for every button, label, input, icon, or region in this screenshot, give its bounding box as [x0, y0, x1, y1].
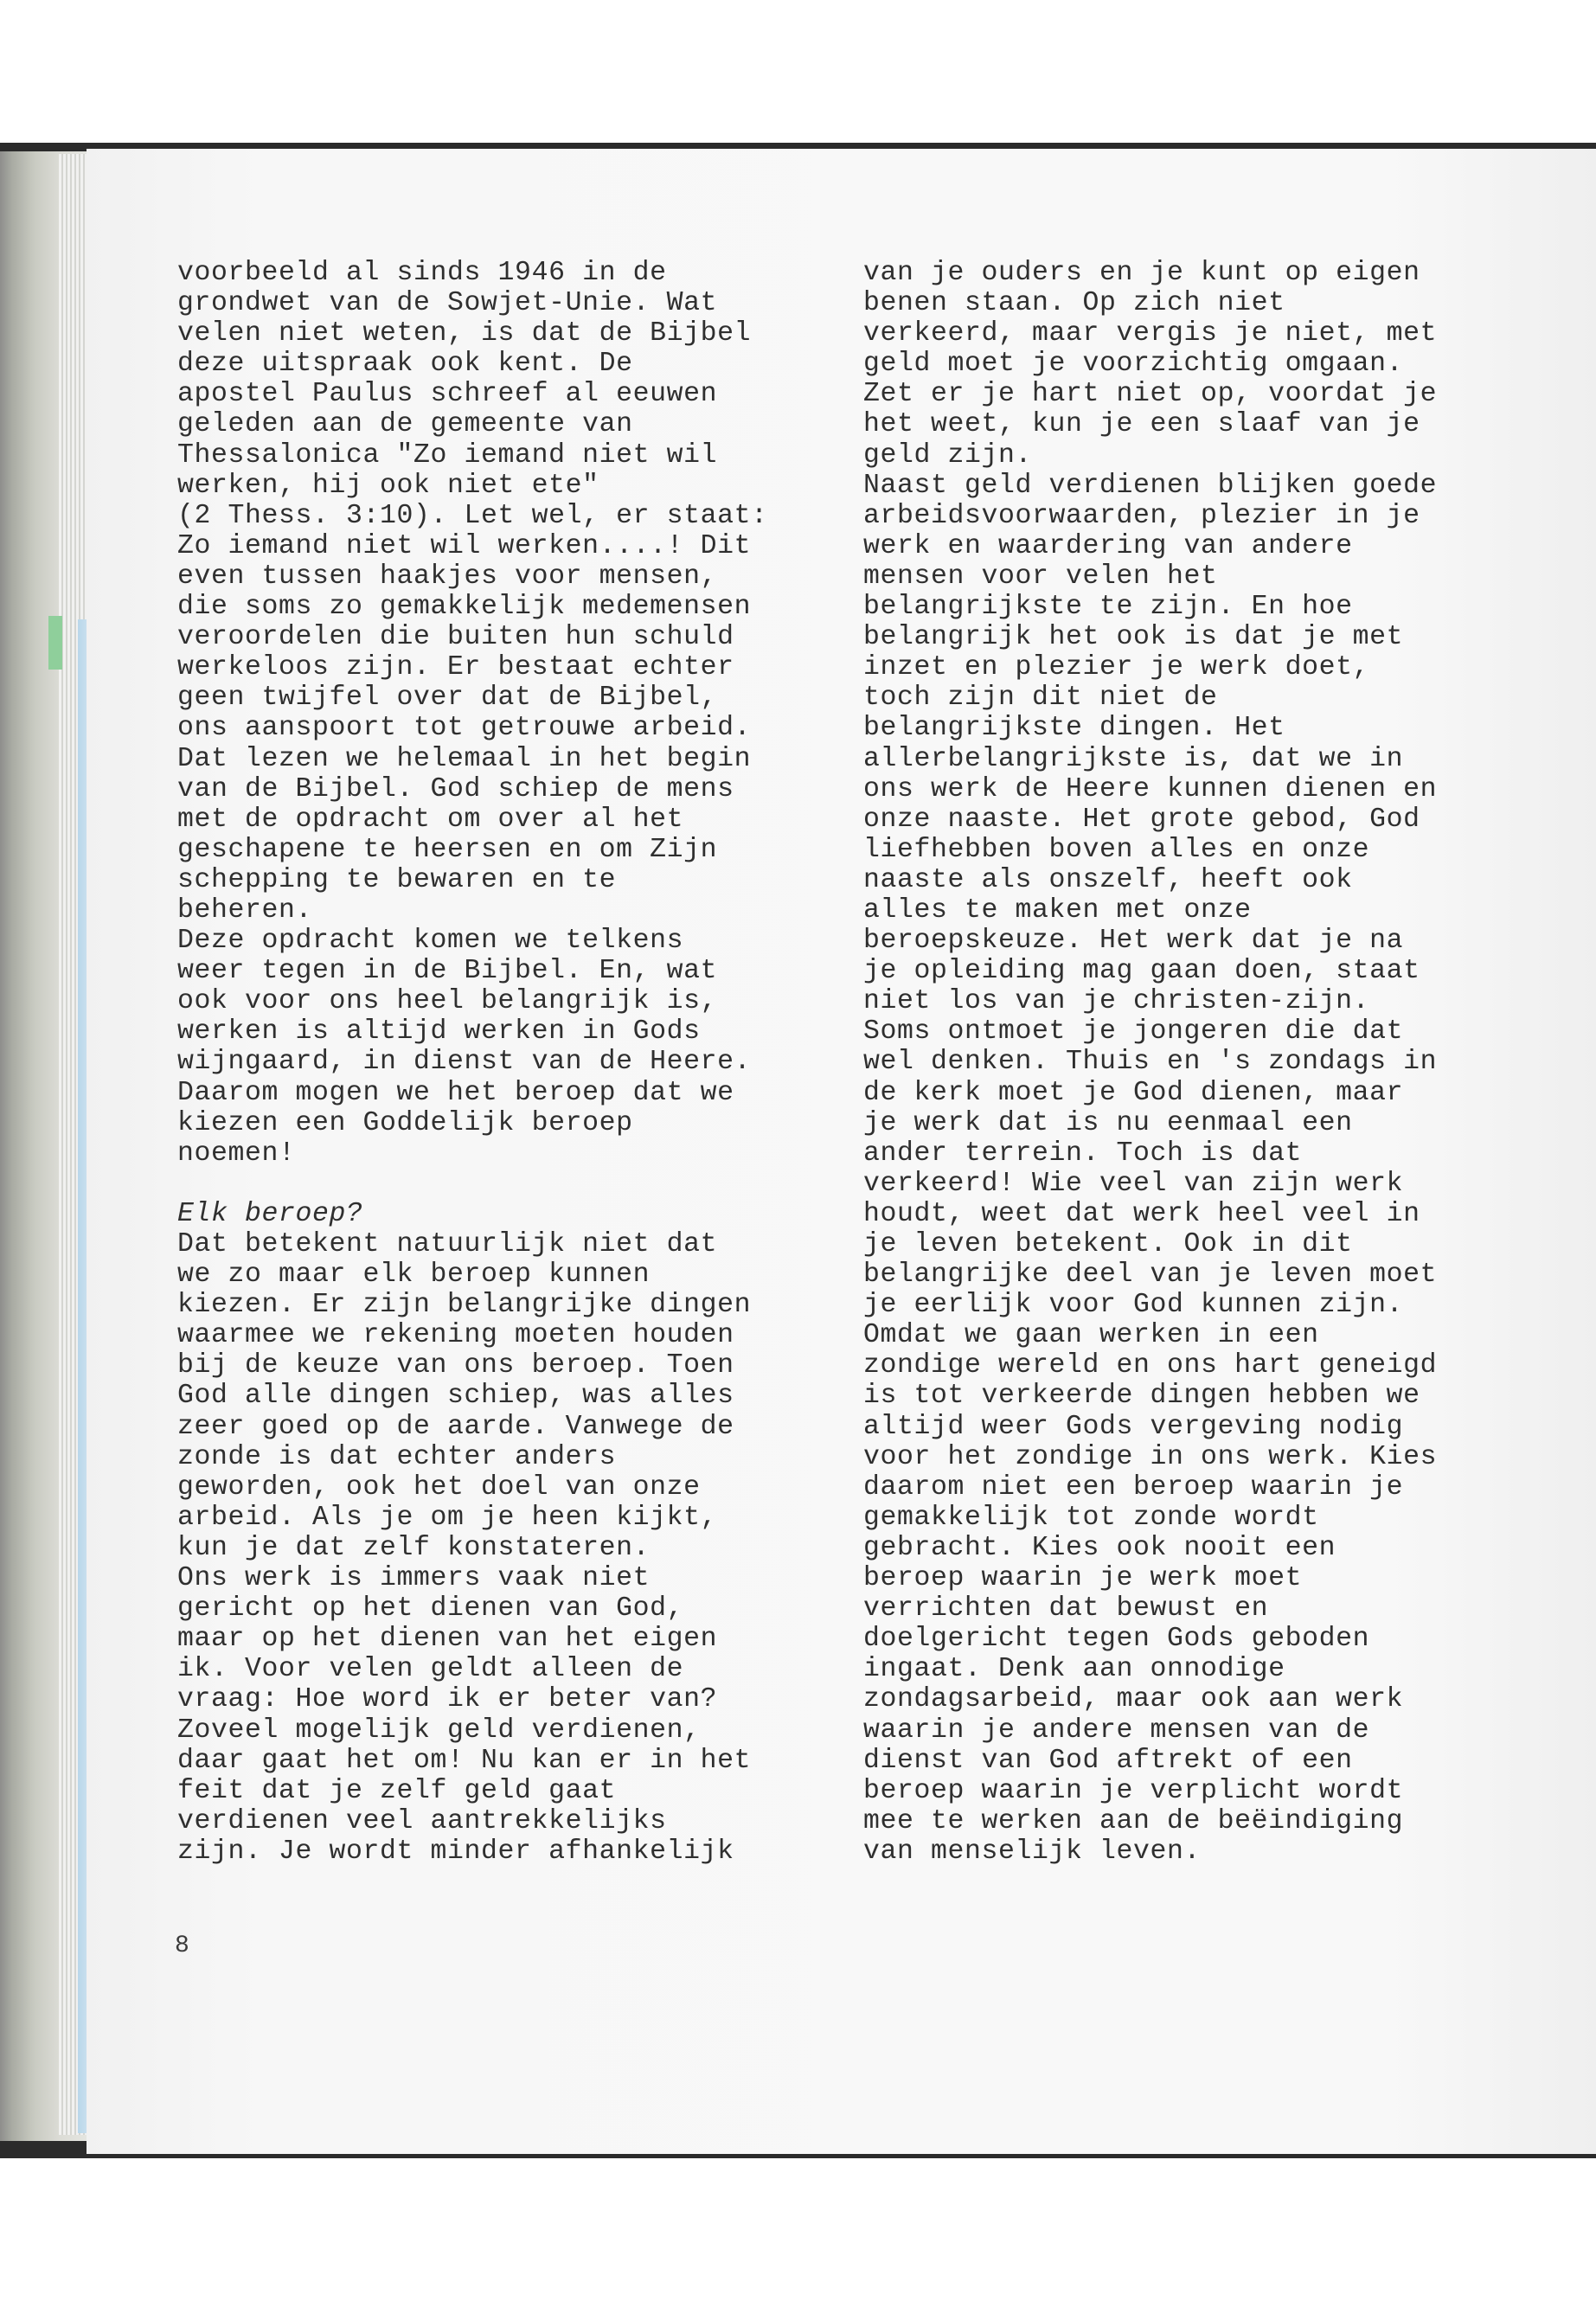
- text-line: Dat betekent natuurlijk niet dat: [177, 1229, 718, 1259]
- text-line: belangrijkste te zijn. En hoe: [863, 592, 1353, 623]
- text-line: belangrijk het ook is dat je met: [863, 622, 1404, 653]
- text-line: beroepskeuze. Het werk dat je na: [863, 926, 1404, 957]
- page-number: 8: [175, 1932, 189, 1959]
- text-line: maar op het dienen van het eigen: [177, 1624, 718, 1655]
- text-line: gericht op het dienen van God,: [177, 1593, 684, 1625]
- text-line: Soms ontmoet je jongeren die dat: [863, 1016, 1404, 1048]
- text-line: grondwet van de Sowjet-Unie. Wat: [177, 288, 718, 319]
- text-line: houdt, weet dat werk heel veel in: [863, 1198, 1420, 1229]
- text-line: waarin je andere mensen van de: [863, 1715, 1370, 1746]
- text-line: daarom niet een beroep waarin je: [863, 1471, 1404, 1503]
- text-line: naaste als onszelf, heeft ook: [863, 864, 1353, 895]
- text-line: met de opdracht om over al het: [177, 804, 684, 835]
- text-line: verkeerd! Wie veel van zijn werk: [863, 1168, 1404, 1199]
- text-line: Thessalonica "Zo iemand niet wil: [177, 439, 718, 471]
- text-line: benen staan. Op zich niet: [863, 288, 1285, 319]
- text-line: van je ouders en je kunt op eigen: [863, 258, 1420, 288]
- text-line: feit dat je zelf geld gaat: [177, 1775, 617, 1806]
- text-line: velen niet weten, is dat de Bijbel: [177, 318, 752, 349]
- text-line: schepping te bewaren en te: [177, 864, 617, 895]
- green-index-tab: [48, 616, 62, 670]
- text-line: geld zijn.: [863, 439, 1033, 471]
- text-line: kiezen een Goddelijk beroep: [177, 1107, 633, 1138]
- text-line: beheren.: [177, 894, 313, 926]
- text-line: God alle dingen schiep, was alles: [177, 1381, 734, 1412]
- text-line: arbeidsvoorwaarden, plezier in je: [863, 500, 1420, 531]
- text-line: Ons werk is immers vaak niet: [177, 1563, 651, 1594]
- text-line: inzet en plezier je werk doet,: [863, 652, 1370, 683]
- text-line: kun je dat zelf konstateren.: [177, 1532, 651, 1563]
- text-line: wijngaard, in dienst van de Heere.: [177, 1047, 752, 1078]
- left-text-column: [177, 258, 852, 1867]
- text-line: Zoveel mogelijk geld verdienen,: [177, 1715, 701, 1746]
- section-heading: Elk beroep?: [177, 1198, 363, 1229]
- text-line: zondige wereld en ons hart geneigd: [863, 1350, 1438, 1381]
- text-line: wel denken. Thuis en 's zondags in: [863, 1047, 1438, 1078]
- text-line: Omdat we gaan werken in een: [863, 1320, 1319, 1351]
- text-line: (2 Thess. 3:10). Let wel, er staat:: [177, 500, 768, 531]
- text-line: beroep waarin je werk moet: [863, 1563, 1303, 1594]
- text-line: we zo maar elk beroep kunnen: [177, 1259, 651, 1291]
- text-line: geschapene te heersen en om Zijn: [177, 834, 718, 865]
- text-line: je leven betekent. Ook in dit: [863, 1229, 1353, 1259]
- right-text-column: [863, 258, 1538, 1867]
- text-line: niet los van je christen-zijn.: [863, 986, 1370, 1017]
- text-line: mensen voor velen het: [863, 561, 1218, 592]
- text-line: bij de keuze van ons beroep. Toen: [177, 1350, 734, 1381]
- text-line: werk en waardering van andere: [863, 530, 1353, 561]
- text-line: daar gaat het om! Nu kan er in het: [177, 1745, 752, 1776]
- text-line: je opleiding mag gaan doen, staat: [863, 956, 1420, 987]
- text-line: gebracht. Kies ook nooit een: [863, 1532, 1336, 1563]
- text-line: zijn. Je wordt minder afhankelijk: [177, 1836, 734, 1867]
- text-line: belangrijkste dingen. Het: [863, 713, 1285, 744]
- text-line: Zo iemand niet wil werken....! Dit: [177, 530, 752, 561]
- text-line: ons aanspoort tot getrouwe arbeid.: [177, 713, 752, 744]
- text-line: geworden, ook het doel van onze: [177, 1471, 701, 1503]
- text-line: dienst van God aftrekt of een: [863, 1745, 1353, 1776]
- text-line: weer tegen in de Bijbel. En, wat: [177, 956, 718, 987]
- text-line: Daarom mogen we het beroep dat we: [177, 1077, 734, 1108]
- text-line: waarmee we rekening moeten houden: [177, 1320, 734, 1351]
- text-line: verkeerd, maar vergis je niet, met: [863, 318, 1438, 349]
- text-line: vraag: Hoe word ik er beter van?: [177, 1684, 718, 1715]
- text-line: belangrijke deel van je leven moet: [863, 1259, 1438, 1291]
- text-line: arbeid. Als je om je heen kijkt,: [177, 1502, 718, 1533]
- text-line: is tot verkeerde dingen hebben we: [863, 1381, 1420, 1412]
- text-line: noemen!: [177, 1138, 296, 1169]
- text-line: Zet er je hart niet op, voordat je: [863, 379, 1438, 410]
- text-line: alles te maken met onze: [863, 894, 1252, 926]
- text-line: ons werk de Heere kunnen dienen en: [863, 773, 1438, 804]
- text-line: voor het zondige in ons werk. Kies: [863, 1441, 1438, 1472]
- text-line: allerbelangrijkste is, dat we in: [863, 743, 1404, 774]
- text-line: van menselijk leven.: [863, 1836, 1202, 1867]
- text-line: doelgericht tegen Gods geboden: [863, 1624, 1370, 1655]
- text-line: altijd weer Gods vergeving nodig: [863, 1411, 1404, 1442]
- text-line: even tussen haakjes voor mensen,: [177, 561, 718, 592]
- text-line: ik. Voor velen geldt alleen de: [177, 1654, 684, 1685]
- text-line: veroordelen die buiten hun schuld: [177, 622, 734, 653]
- text-line: kiezen. Er zijn belangrijke dingen: [177, 1290, 752, 1321]
- text-line: Deze opdracht komen we telkens: [177, 926, 684, 957]
- text-line: werken, hij ook niet ete": [177, 470, 599, 501]
- text-line: Dat lezen we helemaal in het begin: [177, 743, 752, 774]
- text-line: het weet, kun je een slaaf van je: [863, 409, 1420, 440]
- text-line: geen twijfel over dat de Bijbel,: [177, 683, 718, 714]
- text-line: je werk dat is nu eenmaal een: [863, 1107, 1353, 1138]
- text-line: zondagsarbeid, maar ook aan werk: [863, 1684, 1404, 1715]
- text-line: geld moet je voorzichtig omgaan.: [863, 349, 1404, 380]
- text-line: ingaat. Denk aan onnodige: [863, 1654, 1285, 1685]
- text-line: werkeloos zijn. Er bestaat echter: [177, 652, 734, 683]
- text-line: van de Bijbel. God schiep de mens: [177, 773, 734, 804]
- text-line: geleden aan de gemeente van: [177, 409, 633, 440]
- text-line: liefhebben boven alles en onze: [863, 834, 1370, 865]
- text-line: je eerlijk voor God kunnen zijn.: [863, 1290, 1404, 1321]
- text-line: de kerk moet je God dienen, maar: [863, 1077, 1404, 1108]
- text-line: zonde is dat echter anders: [177, 1441, 617, 1472]
- text-line: verrichten dat bewust en: [863, 1593, 1269, 1625]
- text-line: toch zijn dit niet de: [863, 683, 1218, 714]
- text-line: verdienen veel aantrekkelijks: [177, 1805, 667, 1836]
- text-line: zeer goed op de aarde. Vanwege de: [177, 1411, 734, 1442]
- text-line: mee te werken aan de beëindiging: [863, 1805, 1404, 1836]
- text-line: beroep waarin je verplicht wordt: [863, 1775, 1404, 1806]
- text-line: ook voor ons heel belangrijk is,: [177, 986, 718, 1017]
- text-line: apostel Paulus schreef al eeuwen: [177, 379, 718, 410]
- text-line: onze naaste. Het grote gebod, God: [863, 804, 1420, 835]
- text-line: ander terrein. Toch is dat: [863, 1138, 1303, 1169]
- text-line: Naast geld verdienen blijken goede: [863, 470, 1438, 501]
- text-line: deze uitspraak ook kent. De: [177, 349, 633, 380]
- text-line: [177, 1169, 852, 1199]
- text-line: voorbeeld al sinds 1946 in de: [177, 258, 667, 288]
- text-line: gemakkelijk tot zonde wordt: [863, 1502, 1319, 1533]
- text-line: die soms zo gemakkelijk medemensen: [177, 592, 752, 623]
- text-line: werken is altijd werken in Gods: [177, 1016, 701, 1048]
